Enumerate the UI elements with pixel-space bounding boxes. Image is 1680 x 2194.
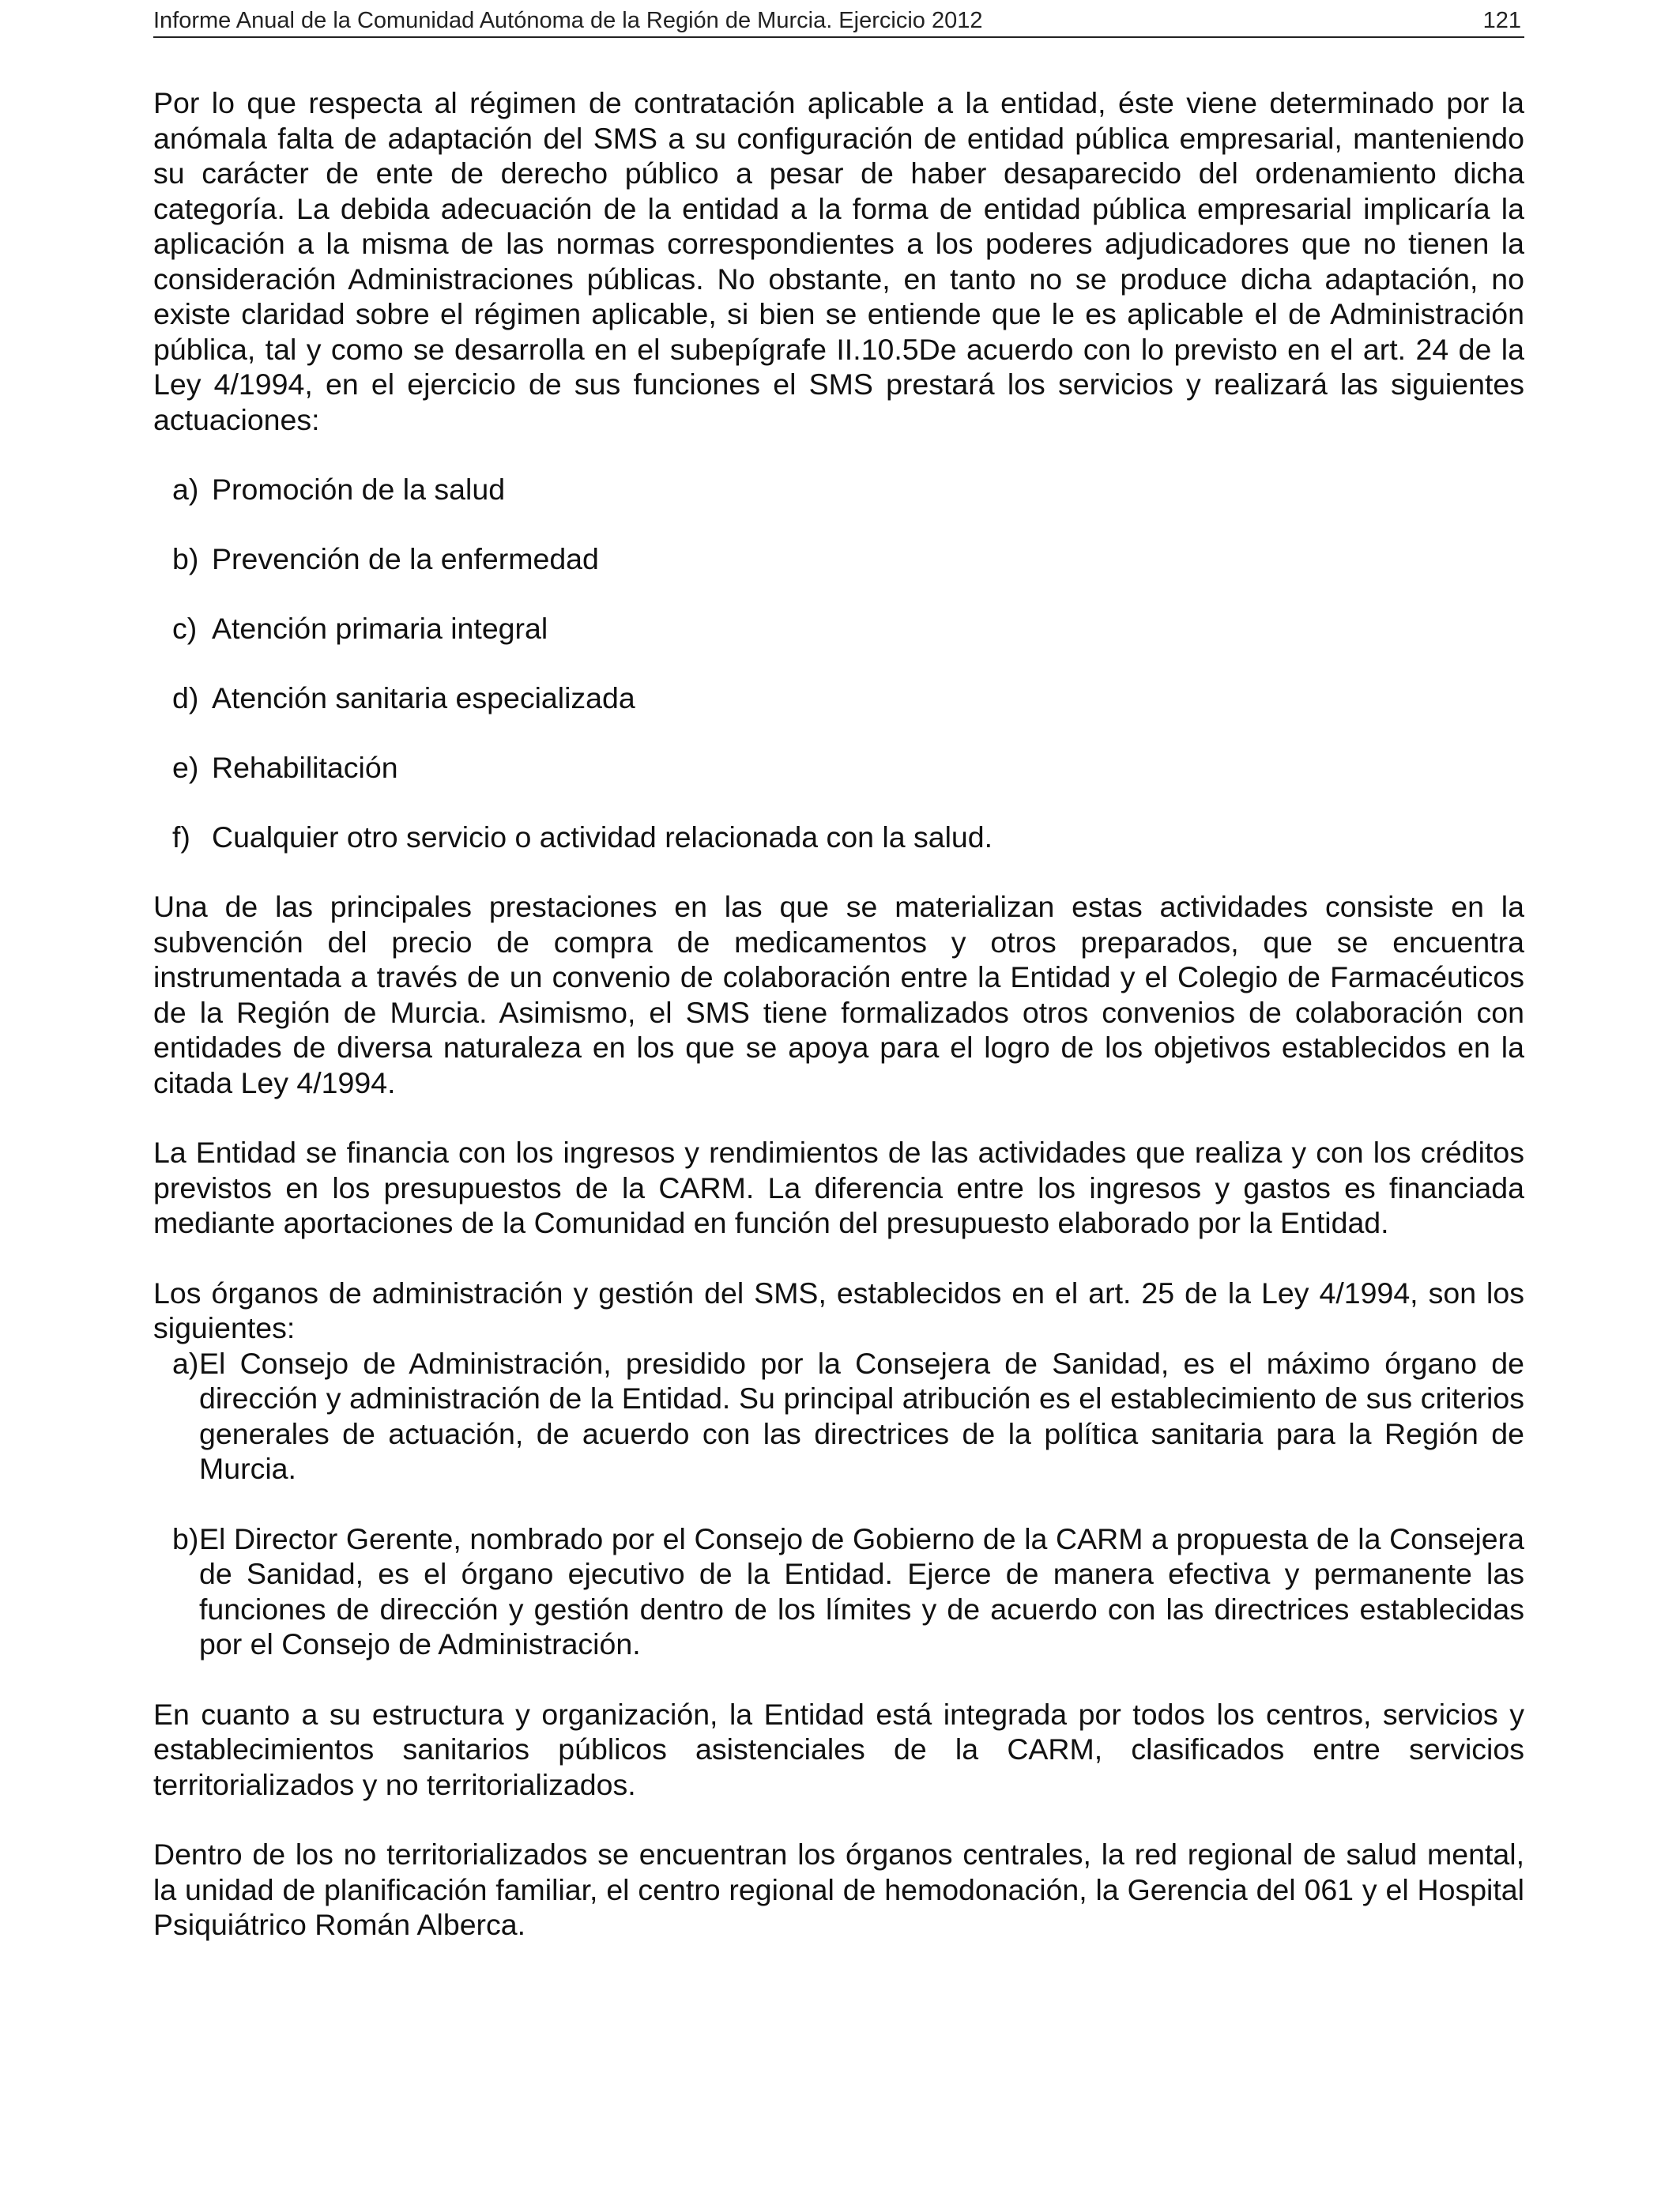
list-item-text: Cualquier otro servicio o actividad relacionada con la salud. (212, 820, 993, 854)
document-body (153, 85, 1524, 1943)
list-item-label: b) (172, 1521, 199, 1555)
list-item-label: a) (172, 1346, 199, 1380)
list-item-text: Atención primaria integral (212, 612, 548, 645)
list-item (172, 1521, 1524, 1662)
paragraph-prestaciones: Una de las principales prestaciones en las que se materializan estas actividades consiste en la subvención del precio de compra de medicamentos y otros preparados, que se encuentra instrumentada a través de un convenio de colaboración entre la Entidad y el Colegio de Farmacéuticos de la Región de Murcia. Asimismo, el SMS tiene formalizados otros convenios de colaboración con entidades de diversa naturaleza en los que se apoya para el logro de los objetivos establecidos en la citada Ley 4/1994. (153, 890, 1524, 1099)
list-item-label: d) (172, 681, 199, 714)
list-item-text: El Director Gerente, nombrado por el Consejo de Gobierno de la CARM a propuesta de la Consejera de Sanidad, es el órgano ejecutivo de la Entidad. Ejerce de manera efectiva y permanente las funciones de dirección y gestión dentro de los límites y de acuerdo con las directrices establecidas por el Consejo de Administración. (199, 1521, 1524, 1661)
paragraph-organos-intro: Los órganos de administración y gestión del SMS, establecidos en el art. 25 de la Ley 4/1994, son los siguientes: (153, 1276, 1524, 1344)
paragraph-financiacion: La Entidad se financia con los ingresos y rendimientos de las actividades que realiza y con los créditos previstos en los presupuestos de la CARM. La diferencia entre los ingresos y gastos es financiada mediante aportaciones de la Comunidad en función del presupuesto elaborado por la Entidad. (153, 1136, 1524, 1239)
page-header (153, 5, 1524, 38)
list-item-label: a) (172, 473, 199, 506)
actuaciones-list (153, 472, 1524, 855)
list-item (172, 820, 1524, 855)
list-item (172, 541, 1524, 577)
list-item-label: c) (172, 612, 198, 645)
list-item-text: El Consejo de Administración, presidido por la Consejera de Sanidad, es el máximo órgano de dirección y administración de la Entidad. Su principal atribución es el establecimiento de sus criterios generales de actuación, de acuerdo con las directrices de la política sanitaria para la Región de Murcia. (199, 1346, 1524, 1485)
page-number: 121 (1482, 8, 1521, 33)
list-item (172, 750, 1524, 786)
list-item (172, 611, 1524, 647)
paragraph-contratacion: Por lo que respecta al régimen de contratación aplicable a la entidad, éste viene determinado por la anómala falta de adaptación del SMS a su configuración de entidad pública empresarial, manteniendo su carácter de ente de derecho público a pesar de haber desaparecido del ordenamiento dicha categoría. La debida adecuación de la entidad a la forma de entidad pública empresarial implicaría la aplicación a la misma de las normas correspondientes a los poderes adjudicadores que no tienen la consideración Administraciones públicas. No obstante, en tanto no se produce dicha adaptación, no existe claridad sobre el régimen aplicable, si bien se entiende que le es aplicable el de Administración pública, tal y como se desarrolla en el subepígrafe II.10.5De acuerdo con lo previsto en el art. 24 de la Ley 4/1994, en el ejercicio de sus funciones el SMS prestará los servicios y realizará las siguientes actuaciones: (153, 86, 1524, 436)
list-item-text: Atención sanitaria especializada (212, 681, 635, 714)
list-item-text: Rehabilitación (212, 751, 398, 784)
list-item-text: Promoción de la salud (212, 473, 506, 506)
list-item-label: b) (172, 542, 199, 575)
list-item-text: Prevención de la enfermedad (212, 542, 599, 575)
list-item-label: f) (172, 820, 190, 854)
list-item (172, 1346, 1524, 1487)
list-item-label: e) (172, 751, 199, 784)
header-title: Informe Anual de la Comunidad Autónoma de la Región de Murcia. Ejercicio 2012 (153, 8, 983, 33)
organos-list (153, 1346, 1524, 1662)
paragraph-no-territorializados: Dentro de los no territorializados se encuentran los órganos centrales, la red regional de salud mental, la unidad de planificación familiar, el centro regional de hemodonación, la Gerencia del 061 y el Hospital Psiquiátrico Román Alberca. (153, 1838, 1524, 1941)
list-item (172, 472, 1524, 507)
paragraph-estructura: En cuanto a su estructura y organización, la Entidad está integrada por todos los centros, servicios y establecimientos sanitarios públicos asistenciales de la CARM, clasificados entre servicios territorializados y no territorializados. (153, 1697, 1524, 1801)
list-item (172, 680, 1524, 716)
